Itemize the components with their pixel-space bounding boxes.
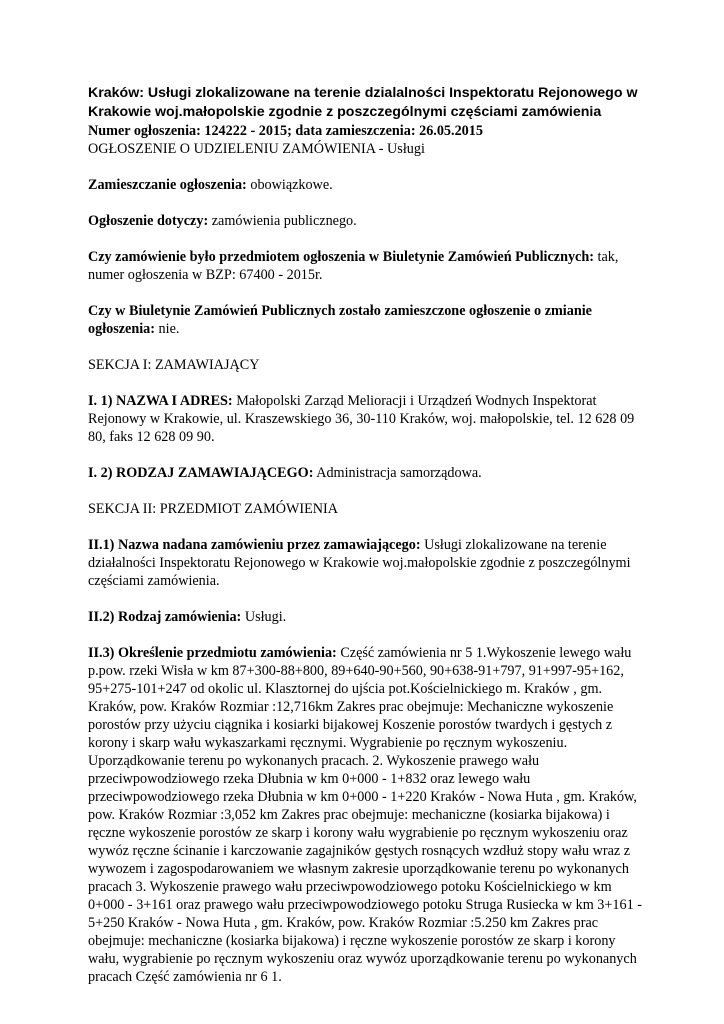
document-title: Kraków: Usługi zlokalizowane na terenie dzialalności Inspektoratu Rejonowego w Krakowie woj.małopolskie zgodnie z poszczególnymi częściami zamówienia <box>88 85 638 120</box>
field-name-address <box>88 392 648 446</box>
field-label: Czy w Biuletynie Zamówień Publicznych zostało zamieszczone ogłoszenie o zmianie ogłoszenia: <box>88 303 592 337</box>
field-value: Usługi zlokalizowane na terenie działalności Inspektoratu Rejonowego w Krakowie woj.małopolskie zgodnie z poszczególnymi częściami zamówienia. <box>88 537 631 589</box>
field-posting-mandatory <box>88 176 648 194</box>
field-value: Małopolski Zarząd Melioracji i Urządzeń Wodnych Inspektorat Rejonowy w Krakowie, ul. Kraszewskiego 36, 30-110 Kraków, woj. małopolskie, tel. 12 628 09 80, faks 12 628 09 90. <box>88 393 635 445</box>
field-order-name <box>88 536 648 590</box>
section-2-heading: SEKCJA II: PRZEDMIOT ZAMÓWIENIA <box>88 501 338 517</box>
document-page <box>88 84 648 1004</box>
field-label: I. 1) NAZWA I ADRES: <box>88 393 233 409</box>
field-value: Usługi. <box>241 609 287 625</box>
field-value: nie. <box>155 321 180 337</box>
field-order-subject <box>88 644 648 986</box>
notice-number-line: Numer ogłoszenia: 124222 - 2015; data zamieszczenia: 26.05.2015 <box>88 123 483 139</box>
field-label: I. 2) RODZAJ ZAMAWIAJĄCEGO: <box>88 465 314 481</box>
field-order-type <box>88 608 648 626</box>
field-bzp-published <box>88 248 648 284</box>
field-label: Zamieszczanie ogłoszenia: <box>88 177 247 193</box>
field-label: II.1) Nazwa nadana zamówieniu przez zamawiającego: <box>88 537 421 553</box>
notice-type: OGŁOSZENIE O UDZIELENIU ZAMÓWIENIA - Usługi <box>88 141 425 157</box>
field-value: Administracja samorządowa. <box>313 465 482 481</box>
field-value: obowiązkowe. <box>246 177 333 193</box>
field-change-notice <box>88 302 648 338</box>
field-label: II.2) Rodzaj zamówienia: <box>88 609 242 625</box>
field-value: Część zamówienia nr 5 1.Wykoszenie lewego wału p.pow. rzeki Wisła w km 87+300-88+800, 89+640-90+560, 90+638-91+797, 91+997-95+162, 95+275-101+247 od okolic ul. Klasztornej do ujścia pot.Kościelnickiego m. Kraków , gm. Kraków, pow. Kraków Rozmiar :12,716km Zakres prac obejmuje: Mechaniczne wykoszenie porostów przy użyciu ciągnika i kosiarki bijakowej Koszenie porostów twardych i gęstych z korony i skarp wału wykaszarkami ręcznymi. Wygrabienie po ręcznym wykoszeniu. Uporządkowanie terenu po wykonanych pracach. 2. Wykoszenie prawego wału przeciwpowodziowego rzeka Dłubnia w km 0+000 - 1+832 oraz lewego wału przeciwpowodziowego rzeka Dłubnia w km 0+000 - 1+220 Kraków - Nowa Huta , gm. Kraków, pow. Kraków Rozmiar :3,052 km Zakres prac obejmuje: mechaniczne (kosiarka bijakowa) i ręczne wykoszenie porostów ze skarp i korony wału wygrabienie po ręcznym wykoszeniu oraz wywóz ręczne ścinanie i karczowanie zagajników gęstych rosnących wzdłuż stopy wału wraz z wywozem i zagospodarowaniem we własnym zakresie uporządkowanie terenu po wykonanych pracach 3. Wykoszenie prawego wału przeciwpowodziowego potoku Kościelnickiego w km 0+000 - 3+161 oraz prawego wału przeciwpowodziowego potoku Struga Rusiecka w km 3+161 - 5+250 Kraków - Nowa Huta , gm. Kraków, pow. Kraków Rozmiar :5.250 km Zakres prac obejmuje: mechaniczne (kosiarka bijakowa) i ręczne wykoszenie porostów ze skarp i korony wału, wygrabienie po ręcznym wykoszeniu oraz wywóz uporządkowanie terenu po wykonanych pracach Część zamówienia nr 6 1. <box>88 645 642 985</box>
section-1-heading: SEKCJA I: ZAMAWIAJĄCY <box>88 357 260 373</box>
field-label: Czy zamówienie było przedmiotem ogłoszenia w Biuletynie Zamówień Publicznych: <box>88 249 594 265</box>
field-contracting-type <box>88 464 648 482</box>
field-value: tak, numer ogłoszenia w BZP: 67400 - 2015r. <box>88 249 619 283</box>
field-value: zamówienia publicznego. <box>208 213 357 229</box>
field-label: Ogłoszenie dotyczy: <box>88 213 209 229</box>
field-label: II.3) Określenie przedmiotu zamówienia: <box>88 645 337 661</box>
field-notice-concerns <box>88 212 648 230</box>
